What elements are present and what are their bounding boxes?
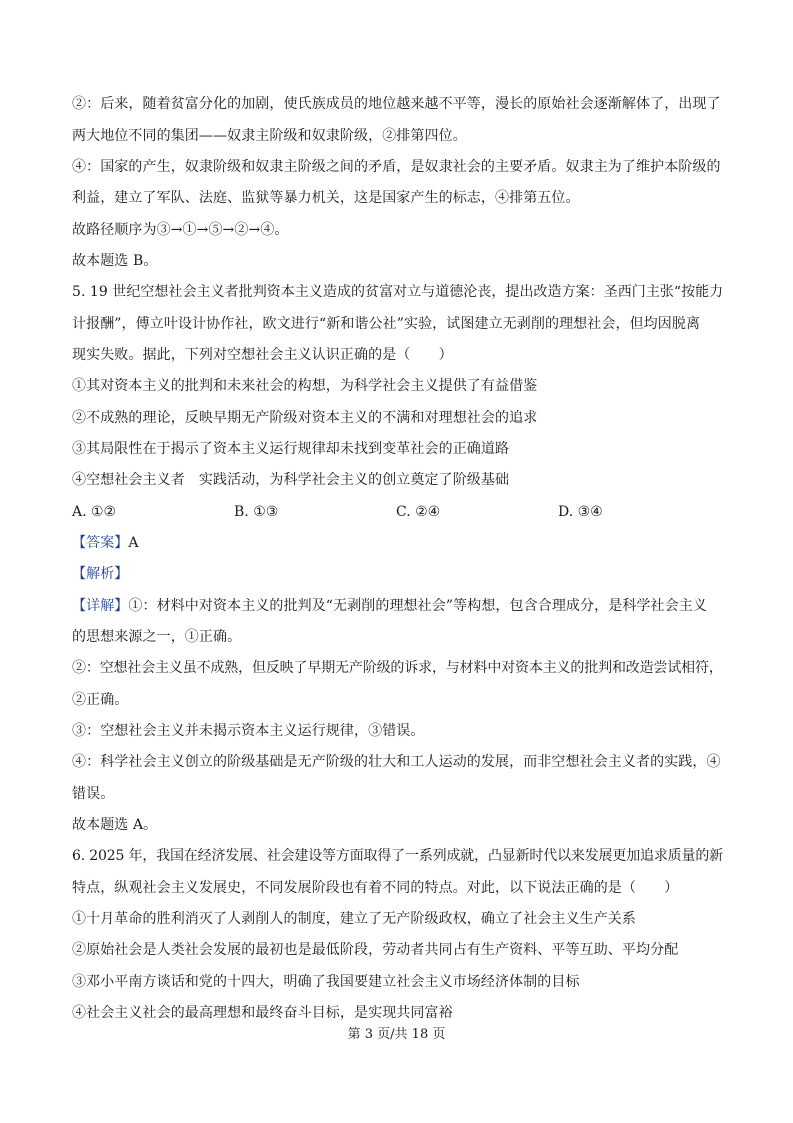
text-line: ②：空想社会主义虽不成熟，但反映了早期无产阶级的诉求，与材料中对资本主义的批判和改造尝试相符， [72,660,723,676]
text-line: 故本题选 A。 [72,817,158,833]
text-line: 故路径顺序为③→①→⑤→②→④。 [72,222,289,238]
question-5-stem: 现实失败。据此，下列对空想社会主义认识正确的是（ ） [72,347,453,363]
question-6-stem: 特点，纵观社会主义发展史，不同发展阶段也有着不同的特点。对此，以下说法正确的是（ ） [72,880,679,896]
question-5-statement: ②不成熟的理论，反映早期无产阶级对资本主义的不满和对理想社会的追求 [72,410,538,426]
answer-line [72,533,139,553]
text-line: ②：后来，随着贫富分化的加剧，使氏族成员的地位越来越不平等，漫长的原始社会逐渐解体了，出现了 [72,96,721,112]
question-5-statement: ③其局限性在于揭示了资本主义运行规律却未找到变革社会的正确道路 [72,441,510,457]
question-6-stem: 6. 2025 年，我国在经济发展、社会建设等方面取得了一系列成就，凸显新时代以来发展更加追求质量的新 [72,848,723,864]
detail-tag: 【详解】 [72,598,129,614]
option-a: A. ①② [72,504,117,520]
analysis-tag [72,564,128,584]
option-d: D. ③④ [558,504,603,520]
question-5-stem: 5. 19 世纪空想社会主义者批判资本主义造成的贫富对立与道德沦丧，提出改造方案：圣西门主张“按能力 [72,284,724,300]
question-6-statement: ④社会主义社会的最高理想和最终奋斗目标，是实现共同富裕 [72,1005,453,1021]
text-line: 利益，建立了军队、法庭、监狱等暴力机关，这是国家产生的标志，④排第五位。 [72,190,580,206]
text-line: 两大地位不同的集团——奴隶主阶级和奴隶阶级，②排第四位。 [72,128,467,144]
option-c: C. ②④ [396,504,441,520]
detail-text: ①：材料中对资本主义的批判及“无剥削的理想社会”等构想，包含合理成分，是科学社会主义 [128,598,707,614]
question-6-statement: ②原始社会是人类社会发展的最初也是最低阶段，劳动者共同占有生产资料、平等互助、平均分配 [72,942,679,958]
text-line: ④：科学社会主义创立的阶级基础是无产阶级的壮大和工人运动的发展，而非空想社会主义者的实践，④ [72,754,721,770]
text-line: ④：国家的产生，奴隶阶级和奴隶主阶级之间的矛盾，是奴隶社会的主要矛盾。奴隶主为了维护本阶级的 [72,159,721,175]
answer-tag: 【答案】 [72,535,129,551]
text-line: 的思想来源之一，①正确。 [72,629,242,645]
question-5-statement: ①其对资本主义的批判和未来社会的构想，为科学社会主义提供了有益借鉴 [72,378,538,394]
text-line: ②正确。 [72,692,129,708]
page-footer: 第 3 页/共 18 页 [347,1027,446,1042]
question-5-statement: ④空想社会主义者 实践活动，为科学社会主义的创立奠定了阶级基础 [72,472,510,488]
analysis-label: 【解析】 [72,566,129,582]
text-line: ③：空想社会主义并未揭示资本主义运行规律，③错误。 [72,723,425,739]
question-6-statement: ①十月革命的胜利消灭了人剥削人的制度，建立了无产阶级政权，确立了社会主义生产关系 [72,911,636,927]
question-6-statement: ③邓小平南方谈话和党的十四大，明确了我国要建立社会主义市场经济体制的目标 [72,974,580,990]
option-b: B. ①③ [234,504,279,520]
question-5-stem: 计报酬”，傅立叶设计协作社，欧文进行“新和谐公社”实验，试图建立无剥削的理想社会，但均因脱离 [72,316,701,332]
text-line: 故本题选 B。 [72,253,158,269]
detail-line [72,596,707,616]
answer-value: A [128,535,139,551]
text-line: 错误。 [72,786,115,802]
